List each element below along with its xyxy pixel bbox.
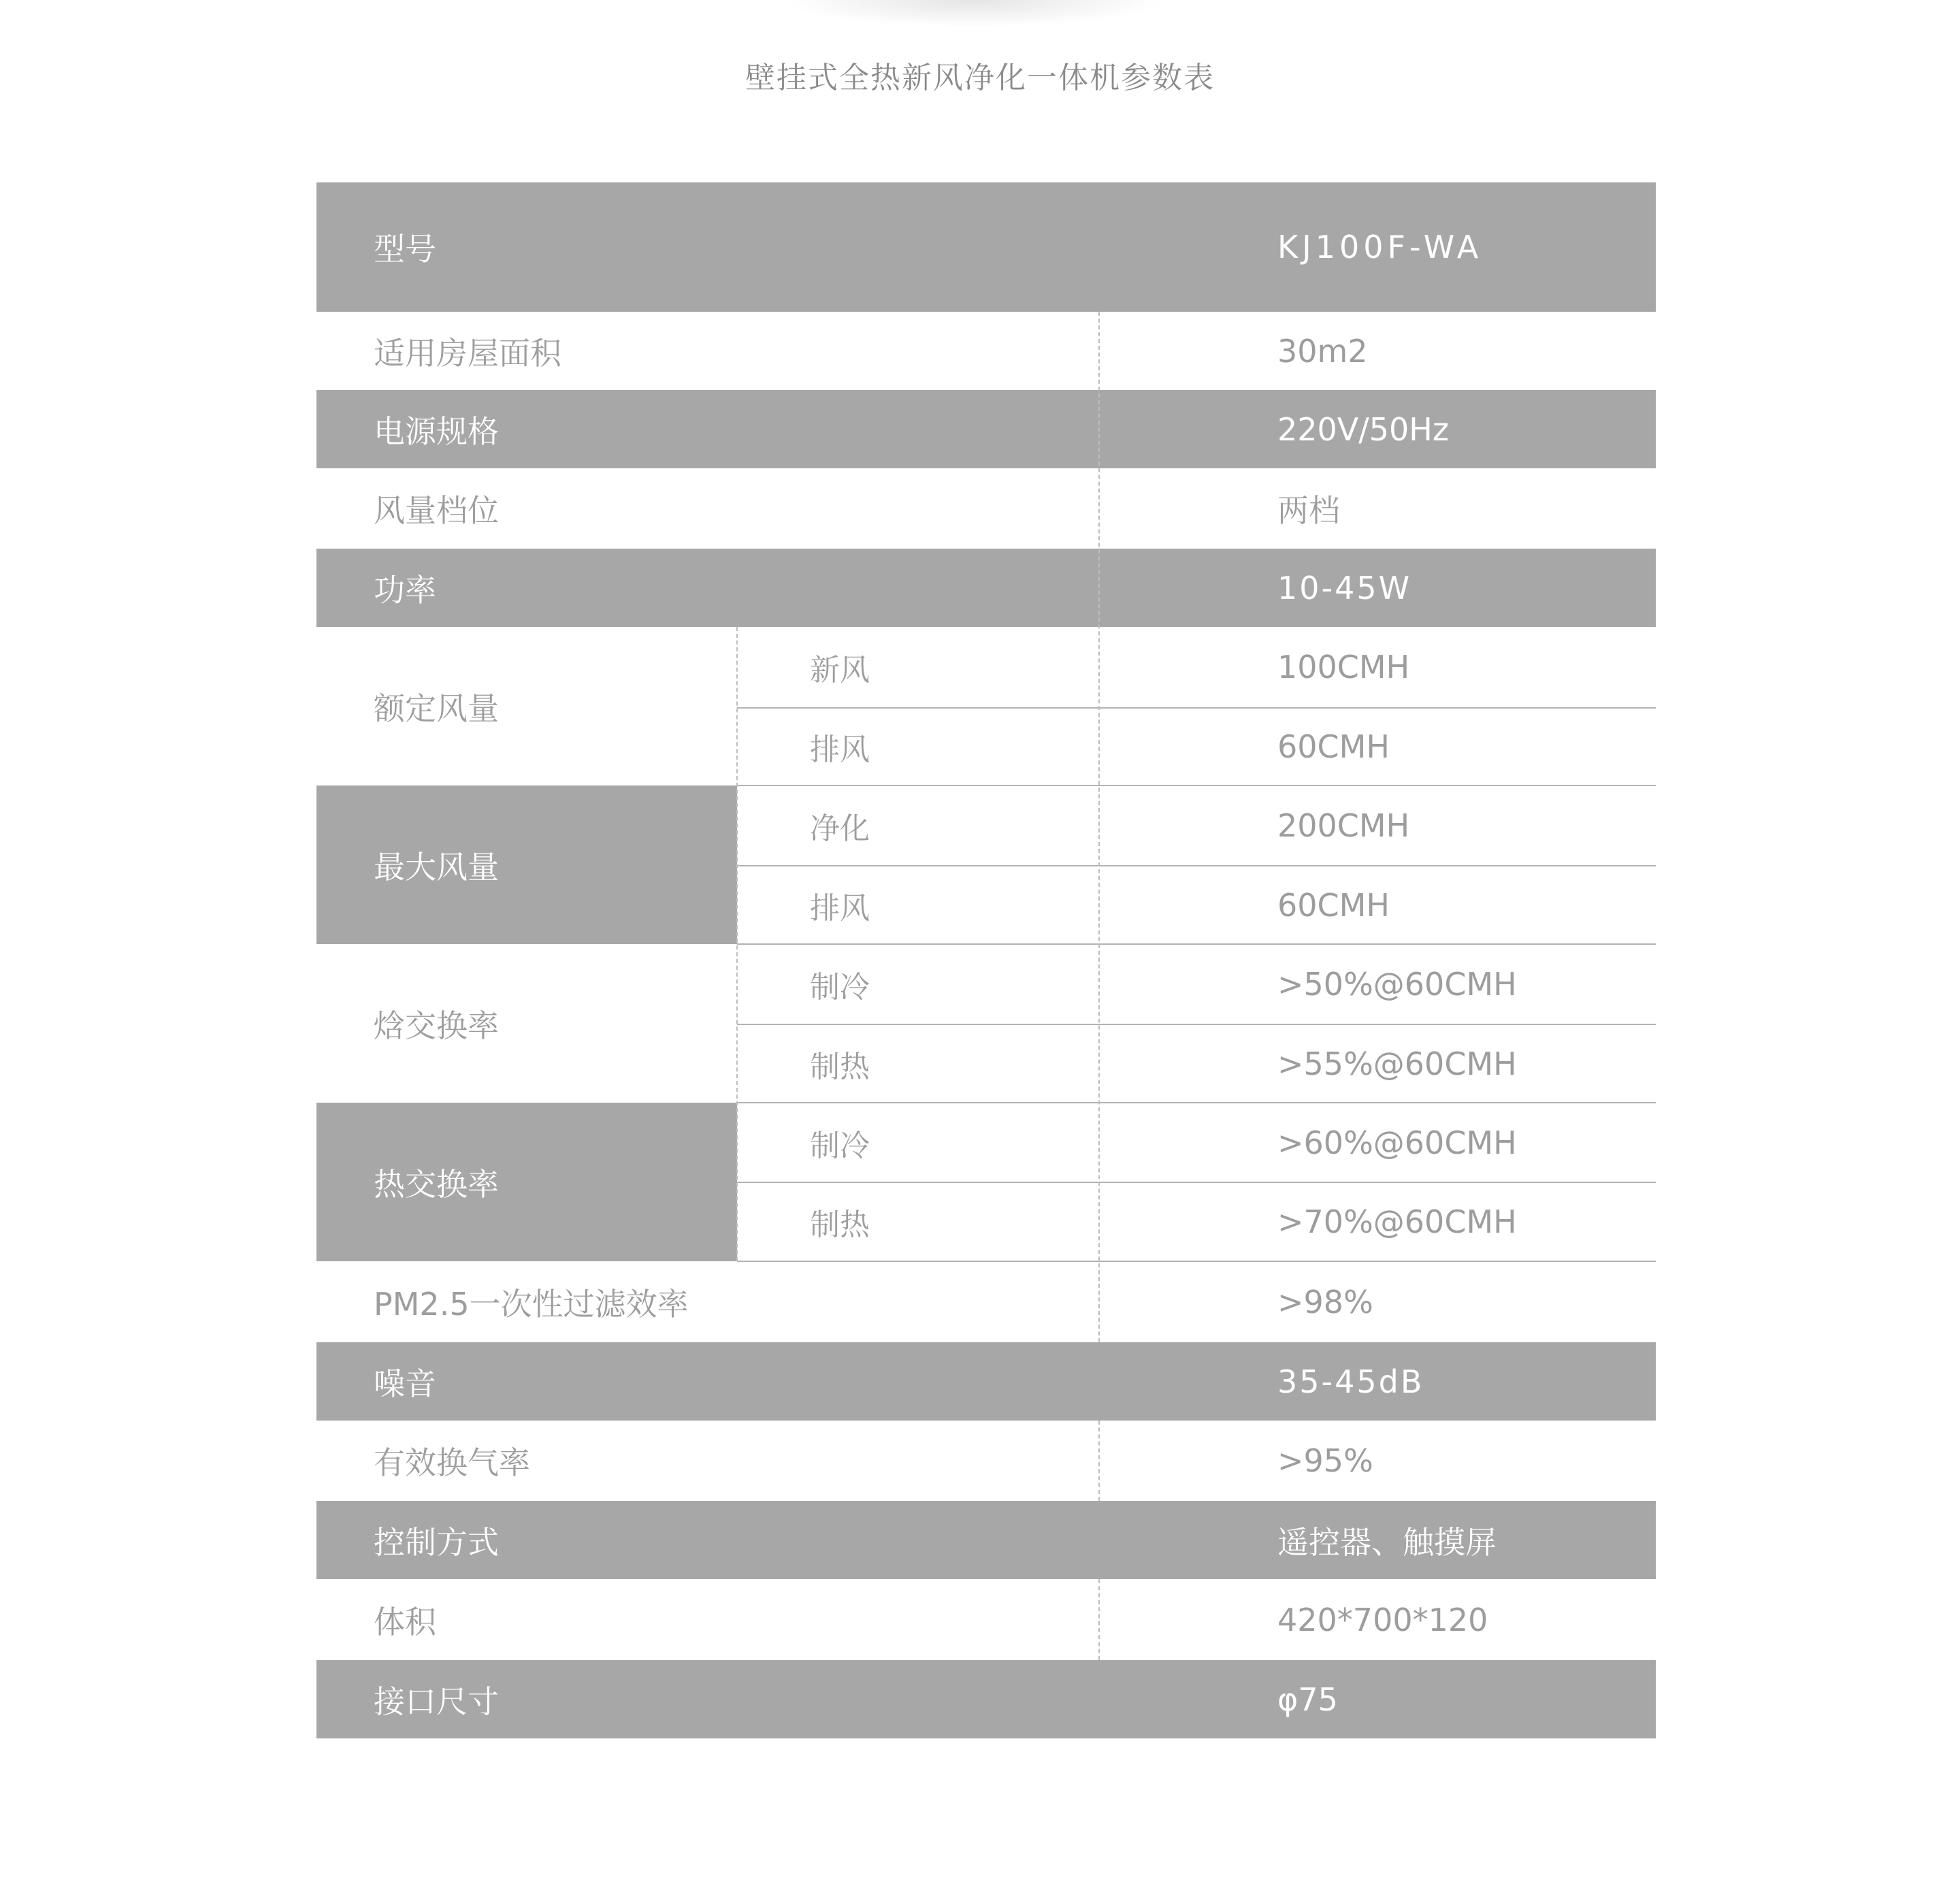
row-label-noise: 噪音 [374, 1365, 436, 1402]
column-divider [1098, 1421, 1100, 1501]
row-label-ventilation-rate: 有效换气率 [374, 1444, 530, 1481]
column-divider [1098, 1579, 1100, 1660]
row-divider [737, 943, 1656, 945]
row-value-speed-levels: 两档 [1277, 492, 1340, 529]
subcolumn-divider [736, 627, 738, 1261]
row-value-room-area: 30m2 [1277, 332, 1368, 370]
band-interface [316, 1660, 1656, 1738]
row-label-heat-exchange: 热交换率 [374, 1165, 499, 1203]
sub-value-enthalpy-heating: >55%@60CMH [1277, 1045, 1517, 1082]
sub-value-rated-exhaust: 60CMH [1277, 728, 1390, 765]
sub-label-enthalpy-heating: 制热 [810, 1049, 870, 1084]
row-value-ventilation-rate: >95% [1277, 1442, 1373, 1479]
top-shadow-decoration [783, 0, 1164, 27]
band-noise [316, 1342, 1656, 1421]
row-value-control-method: 遥控器、触摸屏 [1277, 1523, 1497, 1561]
sub-label-heat-heating: 制热 [810, 1208, 870, 1242]
row-value-interface-size: φ75 [1277, 1681, 1338, 1718]
sub-value-max-exhaust: 60CMH [1277, 886, 1390, 924]
row-label-room-area: 适用房屋面积 [374, 334, 561, 372]
row-label-power: 功率 [374, 571, 436, 609]
row-divider [737, 785, 1656, 786]
row-value-power: 10-45W [1277, 569, 1412, 606]
row-value-pm25-filtration: >98% [1277, 1283, 1373, 1320]
row-divider [737, 865, 1656, 866]
sub-label-max-exhaust: 排风 [810, 890, 870, 926]
row-divider [737, 1024, 1656, 1025]
row-value-noise: 35-45dB [1277, 1363, 1424, 1400]
row-label-pm25-filtration: PM2.5一次性过滤效率 [374, 1285, 689, 1323]
sub-label-heat-cooling: 制冷 [810, 1128, 870, 1163]
row-value-dimensions: 420*700*120 [1277, 1601, 1488, 1638]
row-divider [737, 1102, 1656, 1103]
row-value-model: KJ100F-WA [1277, 229, 1483, 265]
column-divider [1098, 312, 1100, 1342]
page-title: 壁挂式全热新风净化一体机参数表 [745, 61, 1215, 95]
sub-value-rated-fresh: 100CMH [1277, 649, 1410, 685]
row-label-control-method: 控制方式 [374, 1523, 499, 1561]
row-label-dimensions: 体积 [374, 1603, 436, 1640]
band-power [316, 549, 1656, 627]
sub-value-enthalpy-cooling: >50%@60CMH [1277, 966, 1517, 1003]
sub-label-max-purify: 净化 [810, 811, 870, 846]
band-power-spec [316, 390, 1656, 468]
spec-table [316, 182, 1656, 1738]
sub-label-rated-fresh: 新风 [810, 653, 870, 687]
row-label-model: 型号 [374, 231, 436, 268]
row-label-power-spec: 电源规格 [374, 412, 499, 450]
row-label-max-airflow: 最大风量 [374, 848, 499, 886]
sub-value-heat-cooling: >60%@60CMH [1277, 1124, 1517, 1161]
row-label-interface-size: 接口尺寸 [374, 1683, 499, 1720]
row-divider [737, 1261, 1656, 1262]
row-label-rated-airflow: 额定风量 [374, 690, 499, 727]
row-label-speed-levels: 风量档位 [374, 492, 499, 529]
row-value-power-spec: 220V/50Hz [1277, 410, 1450, 448]
row-divider [737, 707, 1656, 709]
sub-label-enthalpy-cooling: 制冷 [810, 970, 870, 1005]
row-divider [737, 1182, 1656, 1183]
sub-value-heat-heating: >70%@60CMH [1277, 1203, 1517, 1240]
sub-label-rated-exhaust: 排风 [810, 732, 870, 767]
sub-value-max-purify: 200CMH [1277, 807, 1410, 844]
row-label-enthalpy-exchange: 焓交换率 [374, 1007, 499, 1044]
